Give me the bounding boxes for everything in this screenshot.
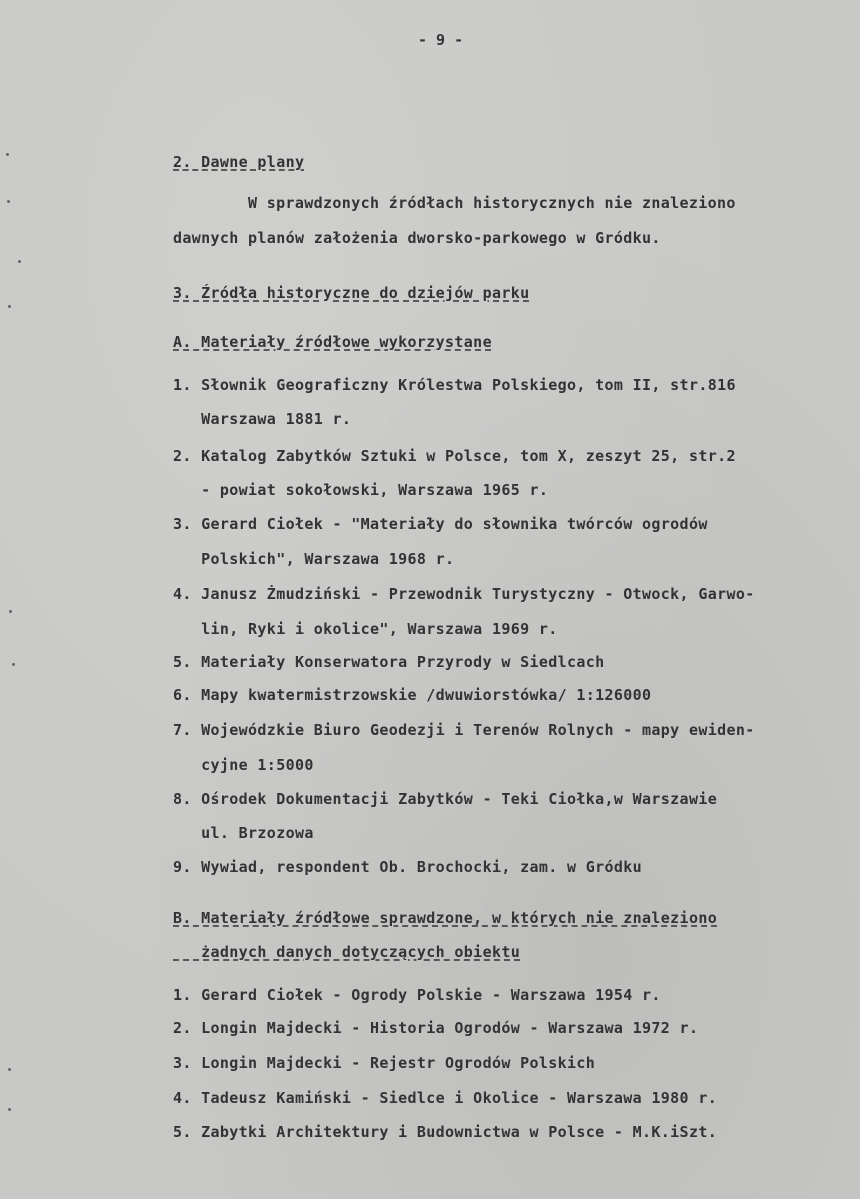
section-2-heading: 2. Dawne plany [173,153,305,171]
a-item-line: Polskich", Warszawa 1968 r. [173,550,455,568]
a-item-line: 1. Słownik Geograficzny Królestwa Polskiego, tom II, str.816 [173,376,736,394]
section-b-heading-line-1: B. Materiały źródłowe sprawdzone, w których nie znaleziono [173,909,718,927]
section-2-para-line-2: dawnych planów założenia dworsko-parkowego w Gródku. [173,229,661,247]
margin-speck [8,305,11,308]
margin-speck [6,153,9,156]
a-item-line: 8. Ośrodek Dokumentacji Zabytków - Teki Ciołka,w Warszawie [173,790,718,808]
margin-speck [8,1108,11,1111]
a-item-line: 9. Wywiad, respondent Ob. Brochocki, zam. w Gródku [173,858,643,876]
margin-speck [7,200,10,203]
a-item-line: lin, Ryki i okolice", Warszawa 1969 r. [173,620,558,638]
margin-speck [18,260,21,263]
margin-speck [12,663,15,666]
a-item-line: ul. Brzozowa [173,824,314,842]
a-item-line: Warszawa 1881 r. [173,410,352,428]
section-3-heading: 3. Źródła historyczne do dziejów parku [173,284,530,302]
section-2-para-line-1: W sprawdzonych źródłach historycznych nie znaleziono [248,194,736,212]
b-item-line: 2. Longin Majdecki - Historia Ogrodów - Warszawa 1972 r. [173,1019,699,1037]
a-item-line: - powiat sokołowski, Warszawa 1965 r. [173,481,549,499]
a-item-line: 4. Janusz Żmudziński - Przewodnik Turystyczny - Otwock, Garwo- [173,585,755,603]
a-item-line: 5. Materiały Konserwatora Przyrody w Siedlcach [173,653,605,671]
a-item-line: 2. Katalog Zabytków Sztuki w Polsce, tom X, zeszyt 25, str.2 [173,447,736,465]
margin-speck [8,1068,11,1071]
section-a-heading: A. Materiały źródłowe wykorzystane [173,333,492,351]
margin-speck [9,610,12,613]
b-item-line: 5. Zabytki Architektury i Budownictwa w Polsce - M.K.iSzt. [173,1123,718,1141]
section-b-heading-line-2: żadnych danych dotyczących obiektu [173,943,521,961]
page-number: - 9 - [418,31,464,49]
b-item-line: 3. Longin Majdecki - Rejestr Ogrodów Polskich [173,1054,596,1072]
a-item-line: 6. Mapy kwatermistrzowskie /dwuwiorstówka/ 1:126000 [173,686,652,704]
a-item-line: cyjne 1:5000 [173,756,314,774]
b-item-line: 1. Gerard Ciołek - Ogrody Polskie - Warszawa 1954 r. [173,986,661,1004]
a-item-line: 3. Gerard Ciołek - "Materiały do słownika twórców ogrodów [173,515,708,533]
a-item-line: 7. Wojewódzkie Biuro Geodezji i Terenów Rolnych - mapy ewiden- [173,721,755,739]
b-item-line: 4. Tadeusz Kamiński - Siedlce i Okolice - Warszawa 1980 r. [173,1089,718,1107]
